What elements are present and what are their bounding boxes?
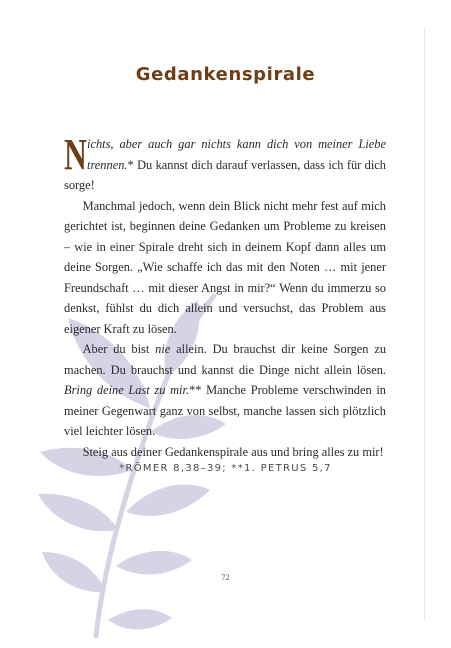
body-text (64, 130, 387, 462)
quote-italic-2: Bring deine Last zu mir. (64, 383, 190, 397)
paragraph-3-text-b: allein. Du brauchst dir keine Sorgen zu machen. Du brauchst und kannst die Dinge nicht allein lösen. (64, 342, 387, 377)
drop-cap: N (64, 130, 87, 179)
paragraph-3-text-c: Manche Probleme verschwinden in meiner Gegenwart ganz von selbst, manche lassen sich plötzlich viel leichter lösen. (64, 383, 386, 438)
footnote-references: *RÖMER 8,38–39; **1. PETRUS 5,7 (119, 463, 332, 474)
leaf-base-right (108, 609, 172, 629)
leaf-lower-right (126, 485, 210, 516)
leaf-lower-left (38, 494, 118, 531)
footnote-marker-2: ** (189, 383, 202, 397)
leaf-bottom-right (116, 551, 192, 575)
footnote-marker-1: * (127, 157, 134, 172)
quote-italic: ichts, aber auch gar nichts kann dich von meiner Liebe trennen. (87, 137, 386, 172)
paragraph-1 (64, 130, 386, 196)
page-title: Gedankenspirale (135, 64, 316, 85)
paragraph-3 (64, 339, 386, 442)
paragraph-1-text: Du kannst dich darauf verlassen, dass ich für dich sorge! (64, 157, 386, 192)
paragraph-2: Manchmal jedoch, wenn dein Blick nicht mehr fest auf mich gerichtet ist, beginnen deine Gedanken um Probleme zu kreisen – wie in einer Spirale dreht sich in deinem Kopf dann alles um deine Sorgen. „Wie schaffe ich das mit den Noten … mit jener Freundschaft … mit dieser Angst in mir?“ Wenn du immerzu so denkst, fühlst du dich allein und versuchst, das Problem aus eigener Kraft zu lösen. (64, 198, 386, 336)
paragraph-4: Steig aus deiner Gedankenspirale aus und bring alles zu mir! (82, 444, 384, 459)
emphasis-nie: nie (155, 342, 171, 356)
paragraph-3-text-a: Aber du bist (82, 342, 156, 356)
page-number: 72 (221, 572, 230, 582)
